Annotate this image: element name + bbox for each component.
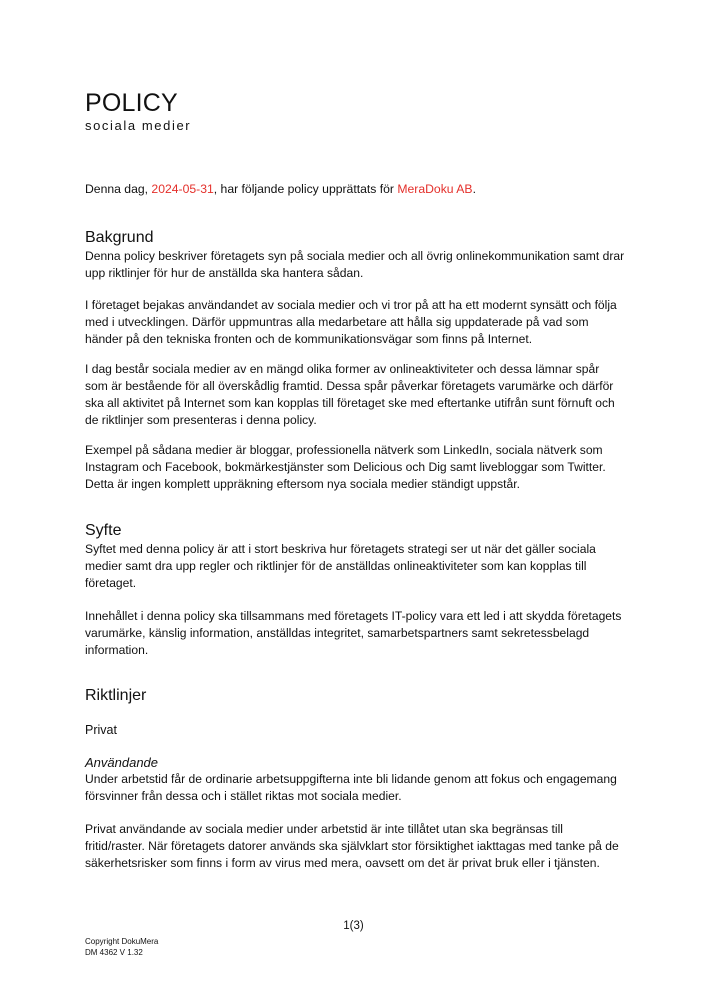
intro-text-mid: , har följande policy upprättats för (213, 182, 398, 196)
paragraph: I dag består sociala medier av en mängd olika former av onlineaktiviteter och dessa lämnar spår som är bestående för all överskådlig framtid. Dessa spår påverkar företagets varumärke och därför ska all aktivitet på Internet som kan kopplas till företaget ske med eftertanke utifrån sunt förnuft och de riktlinjer som presenteras i denna policy. (85, 362, 615, 427)
section-riktlinjer (85, 686, 625, 706)
paragraph: Denna policy beskriver företagets syn på sociala medier och all övrig onlinekommunikation samt drar upp riktlinjer för hur de anställda ska hantera sådan. (85, 249, 625, 280)
document-subtitle: sociala medier (85, 118, 192, 133)
paragraph: Exempel på sådana medier är bloggar, professionella nätverk som LinkedIn, sociala nätverk som Instagram och Facebook, bokmärkestjänster som Delicious och Dig samt livebloggar som Twitter. Detta är ingen komplett uppräkning eftersom nya sociala medier ständigt uppstår. (85, 443, 606, 491)
page-number: 1(3) (343, 920, 364, 932)
section-syfte-p2 (85, 608, 625, 659)
section-riktlinjer-p2 (85, 821, 625, 872)
paragraph: Syftet med denna policy är att i stort beskriva hur företagets strategi ser ut när det gäller sociala medier samt dra upp regler och riktlinjer för de anställdas onlineaktiviteter som kan kopplas till företaget. (85, 542, 596, 590)
section-bakgrund-p4 (85, 442, 625, 493)
subsection-anvandande (85, 754, 625, 805)
section-heading: Syfte (85, 522, 122, 539)
footer-info (85, 936, 158, 958)
document-title: POLICY (85, 89, 178, 117)
paragraph: Innehållet i denna policy ska tillsammans med företagets IT-policy vara ett led i att skydda företagets varumärke, känslig information, anställdas integritet, samarbetspartners samt sekretessbelagd information. (85, 609, 622, 657)
section-bakgrund-p2 (85, 297, 625, 348)
section-heading: Riktlinjer (85, 687, 147, 704)
subsection-privat (85, 722, 625, 739)
intro-paragraph (85, 181, 625, 198)
intro-company: MeraDoku AB (397, 182, 473, 196)
paragraph: I företaget bejakas användandet av sociala medier och vi tror på att ha ett modernt synsätt och följa med i utvecklingen. Därför uppmuntras alla medarbetare att hålla sig uppdaterade på vad som händer på den tekniska fronten och de kommunikationsvägar som finns på Internet. (85, 298, 617, 346)
subsection-heading: Privat (85, 723, 117, 737)
paragraph: Privat användande av sociala medier under arbetstid är inte tillåtet utan ska begränsas till fritid/raster. När företagets datorer används ska självklart stor försiktighet iakttagas med tanke på de säkerhetsrisker som finns i form av virus med mera, oavsett om det är privat bruk eller i tjänsten. (85, 822, 619, 870)
section-bakgrund (85, 228, 625, 282)
intro-text-post: . (472, 182, 476, 196)
subsubsection-heading: Användande (85, 755, 159, 770)
document-id: DM 4362 V 1.32 (85, 948, 143, 957)
section-bakgrund-p3 (85, 361, 625, 429)
intro-text-pre: Denna dag, (85, 182, 152, 196)
intro-date: 2024-05-31 (151, 182, 214, 196)
copyright-text: Copyright DokuMera (85, 937, 159, 946)
document-content (85, 88, 625, 870)
section-syfte (85, 521, 625, 592)
section-heading: Bakgrund (85, 229, 154, 246)
paragraph: Under arbetstid får de ordinarie arbetsuppgifterna inte bli lidande genom att fokus och engagemang försvinner från dessa och i stället riktas mot sociala medier. (85, 772, 617, 803)
